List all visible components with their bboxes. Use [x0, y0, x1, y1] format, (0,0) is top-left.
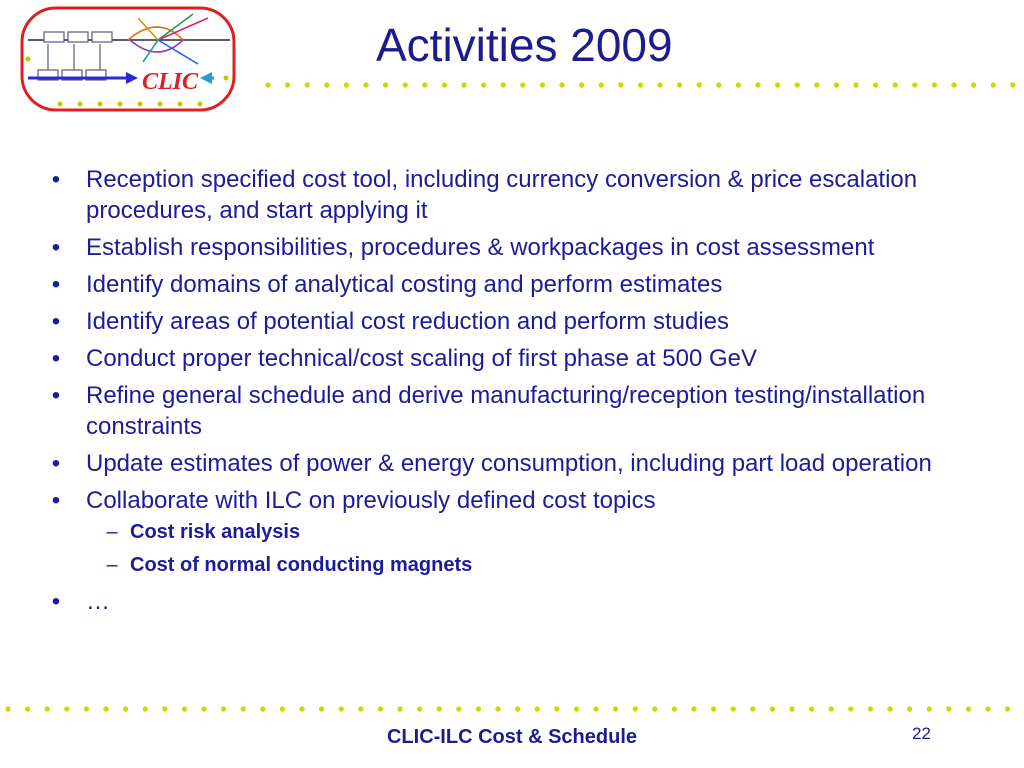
bullet-item: [46, 343, 986, 374]
sub-bullet-marker: –: [106, 554, 118, 576]
bullet-text: Reception specified cost tool, including currency conversion & price escalation procedures, and start applying it: [86, 166, 918, 224]
divider-dot: [848, 706, 853, 711]
bullet-text: Establish responsibilities, procedures & workpackages in cost assessment: [86, 234, 875, 261]
divider-dot: [285, 82, 290, 87]
bullet-marker: •: [51, 166, 61, 193]
bullet-marker: •: [51, 271, 61, 298]
divider-dot: [697, 82, 702, 87]
divider-dot: [45, 706, 50, 711]
divider-dot: [991, 82, 996, 87]
bullet-text: Update estimates of power & energy consumption, including part load operation: [86, 450, 932, 477]
divider-dot: [515, 706, 520, 711]
divider-dot: [520, 82, 525, 87]
sub-bullet-item: [86, 520, 986, 545]
divider-dot: [501, 82, 506, 87]
divider-dot: [1005, 706, 1010, 711]
divider-dot: [691, 706, 696, 711]
slide-title: Activities 2009: [376, 19, 673, 71]
divider-dot: [814, 82, 819, 87]
divider-dot: [143, 706, 148, 711]
divider-dot: [397, 706, 402, 711]
divider-dot: [853, 82, 858, 87]
divider-dot: [716, 82, 721, 87]
divider-dot: [711, 706, 716, 711]
footer-title: CLIC-ILC Cost & Schedule: [386, 726, 637, 748]
divider-dot: [770, 706, 775, 711]
divider-dot: [652, 706, 657, 711]
divider-dot: [241, 706, 246, 711]
divider-dot: [599, 82, 604, 87]
divider-dot: [305, 82, 310, 87]
divider-dot: [985, 706, 990, 711]
bullet-item: [46, 448, 986, 479]
divider-dot: [834, 82, 839, 87]
sub-bullet-text: Cost risk analysis: [130, 521, 301, 543]
divider-dot: [64, 706, 69, 711]
divider-dot: [201, 706, 206, 711]
divider-dot: [633, 706, 638, 711]
divider-dot: [829, 706, 834, 711]
svg-text:CLIC: CLIC: [142, 69, 199, 95]
divider-dot: [579, 82, 584, 87]
divider-dot: [5, 706, 10, 711]
divider-dot: [103, 706, 108, 711]
divider-dot: [554, 706, 559, 711]
bullet-item: [46, 380, 986, 442]
divider-dot: [750, 706, 755, 711]
bullet-marker: •: [51, 345, 61, 372]
divider-dot: [260, 706, 265, 711]
divider-dot: [789, 706, 794, 711]
divider-dot: [221, 706, 226, 711]
divider-dot: [378, 706, 383, 711]
bullet-item: [46, 306, 986, 337]
divider-dot: [559, 82, 564, 87]
bullet-marker: •: [51, 234, 61, 261]
divider-dot: [731, 706, 736, 711]
divider-dot: [123, 706, 128, 711]
divider-dot: [946, 706, 951, 711]
divider-dot: [951, 82, 956, 87]
divider-dot: [873, 82, 878, 87]
divider-dot: [476, 706, 481, 711]
divider-dot: [84, 706, 89, 711]
divider-dot: [1010, 82, 1015, 87]
divider-dot: [535, 706, 540, 711]
divider-dot: [574, 706, 579, 711]
divider-dot: [363, 82, 368, 87]
divider-dot: [481, 82, 486, 87]
divider-dot: [417, 706, 422, 711]
divider-dot: [932, 82, 937, 87]
divider-dot: [422, 82, 427, 87]
divider-dot: [280, 706, 285, 711]
divider-dot: [657, 82, 662, 87]
divider-dot: [912, 82, 917, 87]
divider-dot: [437, 706, 442, 711]
divider-dot: [456, 706, 461, 711]
bottom-dotted-divider: [0, 704, 1024, 714]
divider-dot: [736, 82, 741, 87]
divider-dot: [887, 706, 892, 711]
bullet-marker: •: [51, 382, 61, 409]
bullet-item: [46, 586, 986, 617]
bullet-marker: •: [51, 487, 61, 514]
clic-logo-icon: [18, 4, 238, 114]
divider-dot: [775, 82, 780, 87]
bullet-item: [46, 269, 986, 300]
bullet-text: Identify domains of analytical costing and perform estimates: [86, 271, 723, 298]
divider-dot: [265, 82, 270, 87]
divider-dot: [461, 82, 466, 87]
divider-dot: [403, 82, 408, 87]
divider-dot: [25, 706, 30, 711]
divider-dot: [324, 82, 329, 87]
divider-dot: [344, 82, 349, 87]
divider-dot: [966, 706, 971, 711]
divider-dot: [162, 706, 167, 711]
divider-dot: [540, 82, 545, 87]
divider-dot: [383, 82, 388, 87]
divider-dot: [971, 82, 976, 87]
slide-content: [46, 164, 986, 623]
divider-dot: [442, 82, 447, 87]
top-dotted-divider: [240, 80, 1024, 90]
bullet-item: [46, 164, 986, 226]
sub-bullet-list: [86, 520, 986, 578]
divider-dot: [593, 706, 598, 711]
divider-dot: [927, 706, 932, 711]
divider-dot: [358, 706, 363, 711]
divider-dot: [495, 706, 500, 711]
bullet-item: [46, 232, 986, 263]
divider-dot: [182, 706, 187, 711]
divider-dot: [868, 706, 873, 711]
divider-dot: [299, 706, 304, 711]
divider-dot: [638, 82, 643, 87]
bullet-text: Identify areas of potential cost reduction and perform studies: [86, 308, 730, 335]
divider-dot: [677, 82, 682, 87]
divider-dot: [907, 706, 912, 711]
sub-bullet-marker: –: [106, 521, 118, 543]
divider-dot: [795, 82, 800, 87]
divider-dot: [672, 706, 677, 711]
ellipsis-text: …: [86, 588, 110, 615]
divider-dot: [613, 706, 618, 711]
divider-dot: [809, 706, 814, 711]
bullet-marker: •: [51, 588, 61, 615]
bullet-list: [46, 164, 986, 617]
divider-dot: [319, 706, 324, 711]
divider-dot: [339, 706, 344, 711]
bullet-text: Conduct proper technical/cost scaling of first phase at 500 GeV: [86, 345, 758, 372]
bullet-marker: •: [51, 450, 61, 477]
sub-bullet-text: Cost of normal conducting magnets: [130, 554, 473, 576]
divider-dot: [755, 82, 760, 87]
bullet-item: [46, 485, 986, 578]
bullet-text: Collaborate with ILC on previously defined cost topics: [86, 487, 656, 514]
divider-dot: [618, 82, 623, 87]
page-number: 22: [912, 724, 931, 743]
bullet-marker: •: [51, 308, 61, 335]
divider-dot: [893, 82, 898, 87]
bullet-text: Refine general schedule and derive manufacturing/reception testing/installation constraints: [86, 382, 926, 440]
sub-bullet-item: [86, 553, 986, 578]
